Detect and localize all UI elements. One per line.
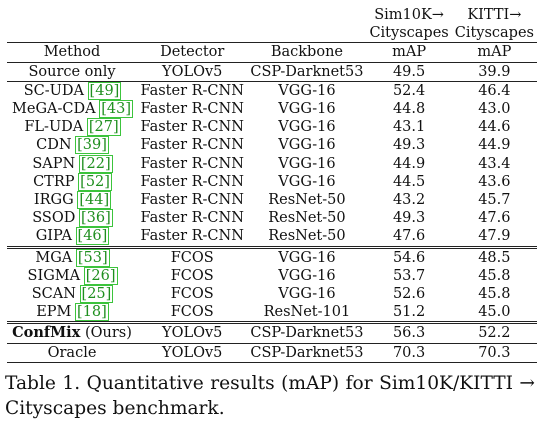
backbone-cell: VGG-16 <box>278 119 336 136</box>
citation-number: 26 <box>91 267 110 284</box>
backbone-cell: VGG-16 <box>247 81 366 100</box>
method-name: MeGA-CDA <box>12 101 96 118</box>
table-row <box>7 191 537 209</box>
kitti-map-cell: 44.9 <box>478 137 511 154</box>
method-cell <box>7 81 137 100</box>
sim-map-cell: 70.3 <box>366 343 451 362</box>
citation-number: 36 <box>86 210 106 227</box>
sim-map-cell: 43.2 <box>392 192 426 209</box>
sim-map-cell: 49.3 <box>392 137 426 154</box>
citation-number: 43 <box>106 101 126 118</box>
backbone-cell: CSP-Darknet53 <box>247 323 366 343</box>
table-row <box>7 247 537 267</box>
method-cell <box>7 209 137 227</box>
backbone-cell: VGG-16 <box>247 247 366 267</box>
table-row <box>7 173 537 191</box>
sim-map-cell: 49.3 <box>392 210 426 227</box>
citation-link[interactable]: [18] <box>77 304 107 321</box>
sim-map-cell: 47.6 <box>392 228 426 245</box>
kitti-map-cell: 43.6 <box>478 173 511 190</box>
detector-cell: Faster R-CNN <box>140 210 244 227</box>
citation-link[interactable]: [22] <box>80 155 111 172</box>
header-sim-task-line1: Sim10K→ <box>374 7 444 23</box>
table-row <box>7 100 537 118</box>
method-name: SCAN <box>31 286 76 303</box>
method-name: IRGG <box>33 192 74 209</box>
method-name: SAPN <box>32 155 76 172</box>
method-cell: Source only <box>28 63 116 80</box>
kitti-map-cell: 45.8 <box>478 286 511 303</box>
kitti-map-cell: 45.0 <box>478 304 511 321</box>
detector-cell: YOLOv5 <box>137 343 247 362</box>
header-sim-task-line2: Cityscapes <box>366 24 451 43</box>
table-row <box>7 285 537 303</box>
table-row <box>7 136 537 154</box>
kitti-map-cell: 39.9 <box>478 63 511 80</box>
method-name: EPM <box>36 304 72 321</box>
detector-cell: Faster R-CNN <box>140 173 244 190</box>
kitti-map-cell: 43.4 <box>478 155 511 172</box>
detector-cell: Faster R-CNN <box>140 101 244 118</box>
detector-cell: YOLOv5 <box>137 323 247 343</box>
citation-link[interactable]: [53] <box>77 249 108 266</box>
sim-map-cell: 52.6 <box>392 286 426 303</box>
backbone-cell: ResNet-50 <box>268 210 346 227</box>
citation-link[interactable]: [25] <box>81 286 112 303</box>
method-cell <box>7 227 137 247</box>
citation-link[interactable]: [49] <box>89 82 120 99</box>
citation-number: 22 <box>86 155 105 172</box>
detector-cell: Faster R-CNN <box>140 155 244 172</box>
kitti-map-cell: 70.3 <box>452 343 537 362</box>
method-name: MGA <box>35 249 73 266</box>
header-kitti-task-line2: Cityscapes <box>452 24 537 43</box>
citation-number: 49 <box>95 82 114 99</box>
backbone-cell: CSP-Darknet53 <box>247 343 366 362</box>
header-kitti-task-line1: KITTI→ <box>467 7 522 23</box>
backbone-cell: VGG-16 <box>278 137 336 154</box>
method-cell <box>7 323 137 343</box>
method-name: CTRP <box>33 173 75 190</box>
citation-link[interactable]: [27] <box>88 119 119 136</box>
kitti-map-cell: 46.4 <box>452 81 537 100</box>
detector-cell: FCOS <box>170 286 214 303</box>
citation-number: 46 <box>83 228 102 245</box>
backbone-cell: VGG-16 <box>278 173 336 190</box>
citation-link[interactable]: [46] <box>77 228 108 245</box>
method-cell: Oracle <box>7 343 137 362</box>
citation-number: 18 <box>82 304 102 321</box>
citation-link[interactable]: [36] <box>80 210 111 227</box>
backbone-cell: VGG-16 <box>278 155 336 172</box>
detector-cell: Faster R-CNN <box>140 119 244 136</box>
group-faster-rcnn <box>7 81 537 247</box>
detector-cell: Faster R-CNN <box>140 137 244 154</box>
method-cell <box>7 267 137 285</box>
method-cell <box>7 100 137 118</box>
header-detector: Detector <box>137 43 247 62</box>
header-row-task-line2 <box>7 24 537 43</box>
kitti-map-cell: 47.9 <box>478 228 511 245</box>
method-cell <box>7 285 137 303</box>
table-row <box>7 267 537 285</box>
backbone-cell: VGG-16 <box>278 286 336 303</box>
header-method: Method <box>7 43 137 62</box>
method-name: SC-UDA <box>23 82 84 99</box>
table-row <box>7 118 537 136</box>
method-cell <box>7 247 137 267</box>
header-kitti-metric: mAP <box>452 43 537 62</box>
method-cell <box>7 136 137 154</box>
sim-map-cell: 53.7 <box>392 267 426 284</box>
kitti-map-cell: 45.8 <box>478 267 511 284</box>
detector-cell: FCOS <box>170 304 214 321</box>
table-caption: Table 1. Quantitative results (mAP) for Sim10K/KITTI → Cityscapes benchmark. <box>5 373 535 419</box>
citation-number: 44 <box>85 192 104 209</box>
backbone-cell: ResNet-50 <box>268 228 346 245</box>
sim-map-cell: 54.6 <box>366 247 451 267</box>
detector-cell: Faster R-CNN <box>137 81 247 100</box>
table-row <box>7 209 537 227</box>
sim-map-cell: 43.1 <box>392 119 426 136</box>
method-name: SIGMA <box>27 267 81 284</box>
table-row <box>7 227 537 247</box>
header-row-task-line1 <box>7 4 537 24</box>
method-cell <box>7 191 137 209</box>
detector-cell: Faster R-CNN <box>140 228 244 245</box>
header-row-columns <box>7 43 537 62</box>
kitti-map-cell: 52.2 <box>452 323 537 343</box>
table-row <box>7 303 537 323</box>
method-cell <box>7 303 137 323</box>
kitti-map-cell: 48.5 <box>452 247 537 267</box>
table-row <box>7 155 537 173</box>
group-fcos <box>7 247 537 323</box>
method-name: CDN <box>36 137 72 154</box>
table-row-oracle <box>7 343 537 362</box>
header-backbone: Backbone <box>247 43 366 62</box>
kitti-map-cell: 45.7 <box>478 192 511 209</box>
results-table <box>7 4 537 363</box>
kitti-map-cell: 44.6 <box>478 119 511 136</box>
detector-cell: FCOS <box>137 247 247 267</box>
backbone-cell: ResNet-50 <box>268 192 346 209</box>
backbone-cell: ResNet-101 <box>263 304 351 321</box>
backbone-cell: CSP-Darknet53 <box>250 63 364 80</box>
citation-link[interactable]: [39] <box>77 137 107 154</box>
header-sim-metric: mAP <box>366 43 451 62</box>
method-cell <box>7 155 137 173</box>
citation-number: 27 <box>94 119 113 136</box>
sim-map-cell: 44.8 <box>392 101 426 118</box>
detector-cell: Faster R-CNN <box>140 192 244 209</box>
citation-number: 52 <box>85 173 105 190</box>
table-row <box>7 81 537 100</box>
detector-cell: FCOS <box>170 267 214 284</box>
method-cell <box>7 173 137 191</box>
sim-map-cell: 51.2 <box>392 304 426 321</box>
backbone-cell: VGG-16 <box>278 267 336 284</box>
kitti-map-cell: 43.0 <box>478 101 511 118</box>
citation-link[interactable]: [52] <box>80 173 110 190</box>
backbone-cell: VGG-16 <box>278 101 336 118</box>
kitti-map-cell: 47.6 <box>478 210 511 227</box>
sim-map-cell: 52.4 <box>366 81 451 100</box>
detector-cell: YOLOv5 <box>162 63 223 80</box>
sim-map-cell: 49.5 <box>392 63 426 80</box>
method-cell <box>7 118 137 136</box>
citation-number: 53 <box>83 249 102 266</box>
method-name: SSOD <box>32 210 76 227</box>
method-name: FL-UDA <box>24 119 84 136</box>
method-name: GIPA <box>35 228 72 245</box>
table-row-ours <box>7 323 537 343</box>
ours-suffix: (Ours) <box>84 325 132 342</box>
citation-link[interactable]: [43] <box>101 101 131 118</box>
citation-link[interactable]: [44] <box>79 192 110 209</box>
sim-map-cell: 56.3 <box>366 323 451 343</box>
citation-number: 39 <box>82 137 102 154</box>
sim-map-cell: 44.9 <box>392 155 426 172</box>
table-row-source-only <box>7 62 537 81</box>
citation-link[interactable]: [26] <box>85 267 116 284</box>
sim-map-cell: 44.5 <box>392 173 426 190</box>
citation-number: 25 <box>87 286 106 303</box>
ours-name: ConfMix <box>12 324 81 342</box>
